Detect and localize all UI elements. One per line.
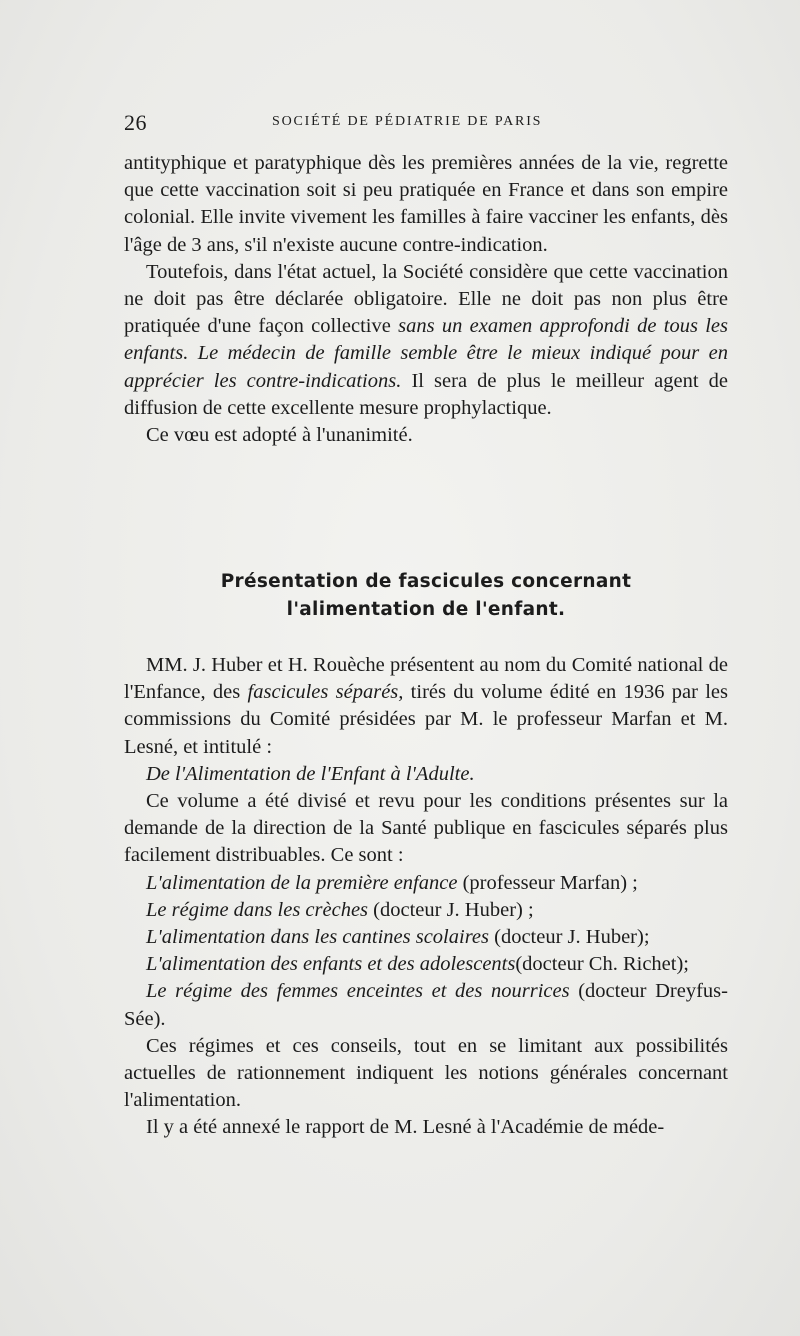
list-item [124, 924, 728, 951]
list-item [124, 978, 728, 1032]
paragraph: Il y a été annexé le rapport de M. Lesné à l'Académie de méde- [146, 1116, 665, 1139]
book-title: De l'Alimentation de l'Enfant à l'Adulte. [146, 762, 475, 785]
list-item [124, 870, 728, 897]
paragraph: Ce vœu est adopté à l'unanimité. [146, 424, 413, 447]
item-author: (professeur Marfan) ; [457, 871, 638, 894]
text-run: Toutefois, dans l'état actuel, la Société considère que cette vaccination ne doit pas être déclarée obligatoire. Elle ne doit pas non plus être pratiquée d'une façon collective [124, 260, 728, 338]
italic-text-run: fascicules séparés, [247, 681, 404, 704]
paragraph [124, 652, 728, 761]
italic-text-run: sans un examen approfondi de tous les enfants. Le médecin de famille semble être le mieux indiqué pour en apprécier les contre-indications. [124, 315, 728, 392]
item-title: Le régime dans les crèches [146, 898, 369, 921]
list-item [124, 897, 728, 924]
item-title: L'alimentation de la première enfance [146, 871, 458, 894]
item-title: Le régime des femmes enceintes et des nourrices [146, 980, 570, 1003]
heading-line: Présentation de fascicules concernant [220, 571, 632, 592]
section-fascicules [124, 652, 728, 1142]
paragraph: Ce volume a été divisé et revu pour les conditions présentes sur la demande de la direction de la Santé publique en fascicules séparés plus facilement distribuables. Ce sont : [124, 790, 728, 867]
page-header [124, 110, 728, 140]
paragraph [124, 259, 728, 422]
section-heading [124, 568, 728, 624]
paragraph: antityphique et paratyphique dès les premières années de la vie, regrette que cette vaccination soit si peu pratiquée en France et dans son empire colonial. Elle invite vivement les familles à faire vacciner les enfants, dès l'âge de 3 ans, s'il n'existe aucune contre-indication. [124, 152, 728, 256]
heading-line: l'alimentation de l'enfant. [286, 599, 566, 620]
text-run: Il sera de plus le meilleur agent de diffusion de cette excellente mesure prophylactique. [124, 369, 728, 419]
text-run: MM. J. Huber et H. Rouèche présentent au nom du Comité national de l'Enfance, des [124, 654, 728, 704]
item-author: (docteur Dreyfus-Sée). [124, 980, 728, 1030]
page-number: 26 [124, 110, 147, 135]
item-author: (docteur J. Huber); [489, 926, 650, 949]
list-item [124, 951, 728, 978]
item-title: L'alimentation des enfants et des adolescents [146, 953, 516, 976]
item-author: (docteur Ch. Richet); [515, 953, 689, 976]
paragraph: Ces régimes et ces conseils, tout en se limitant aux possibilités actuelles de rationnement indiquent les notions générales concernant l'alimentation. [124, 1034, 728, 1112]
running-title: SOCIÉTÉ DE PÉDIATRIE DE PARIS [272, 114, 543, 129]
text-run: tirés du volume édité en 1936 par les commissions du Comité présidées par M. le professeur Marfan et M. Lesné, et intitulé : [124, 681, 728, 758]
item-title: L'alimentation dans les cantines scolaires [146, 926, 489, 949]
item-author: (docteur J. Huber) ; [368, 898, 534, 921]
section-vaccination [124, 150, 728, 449]
